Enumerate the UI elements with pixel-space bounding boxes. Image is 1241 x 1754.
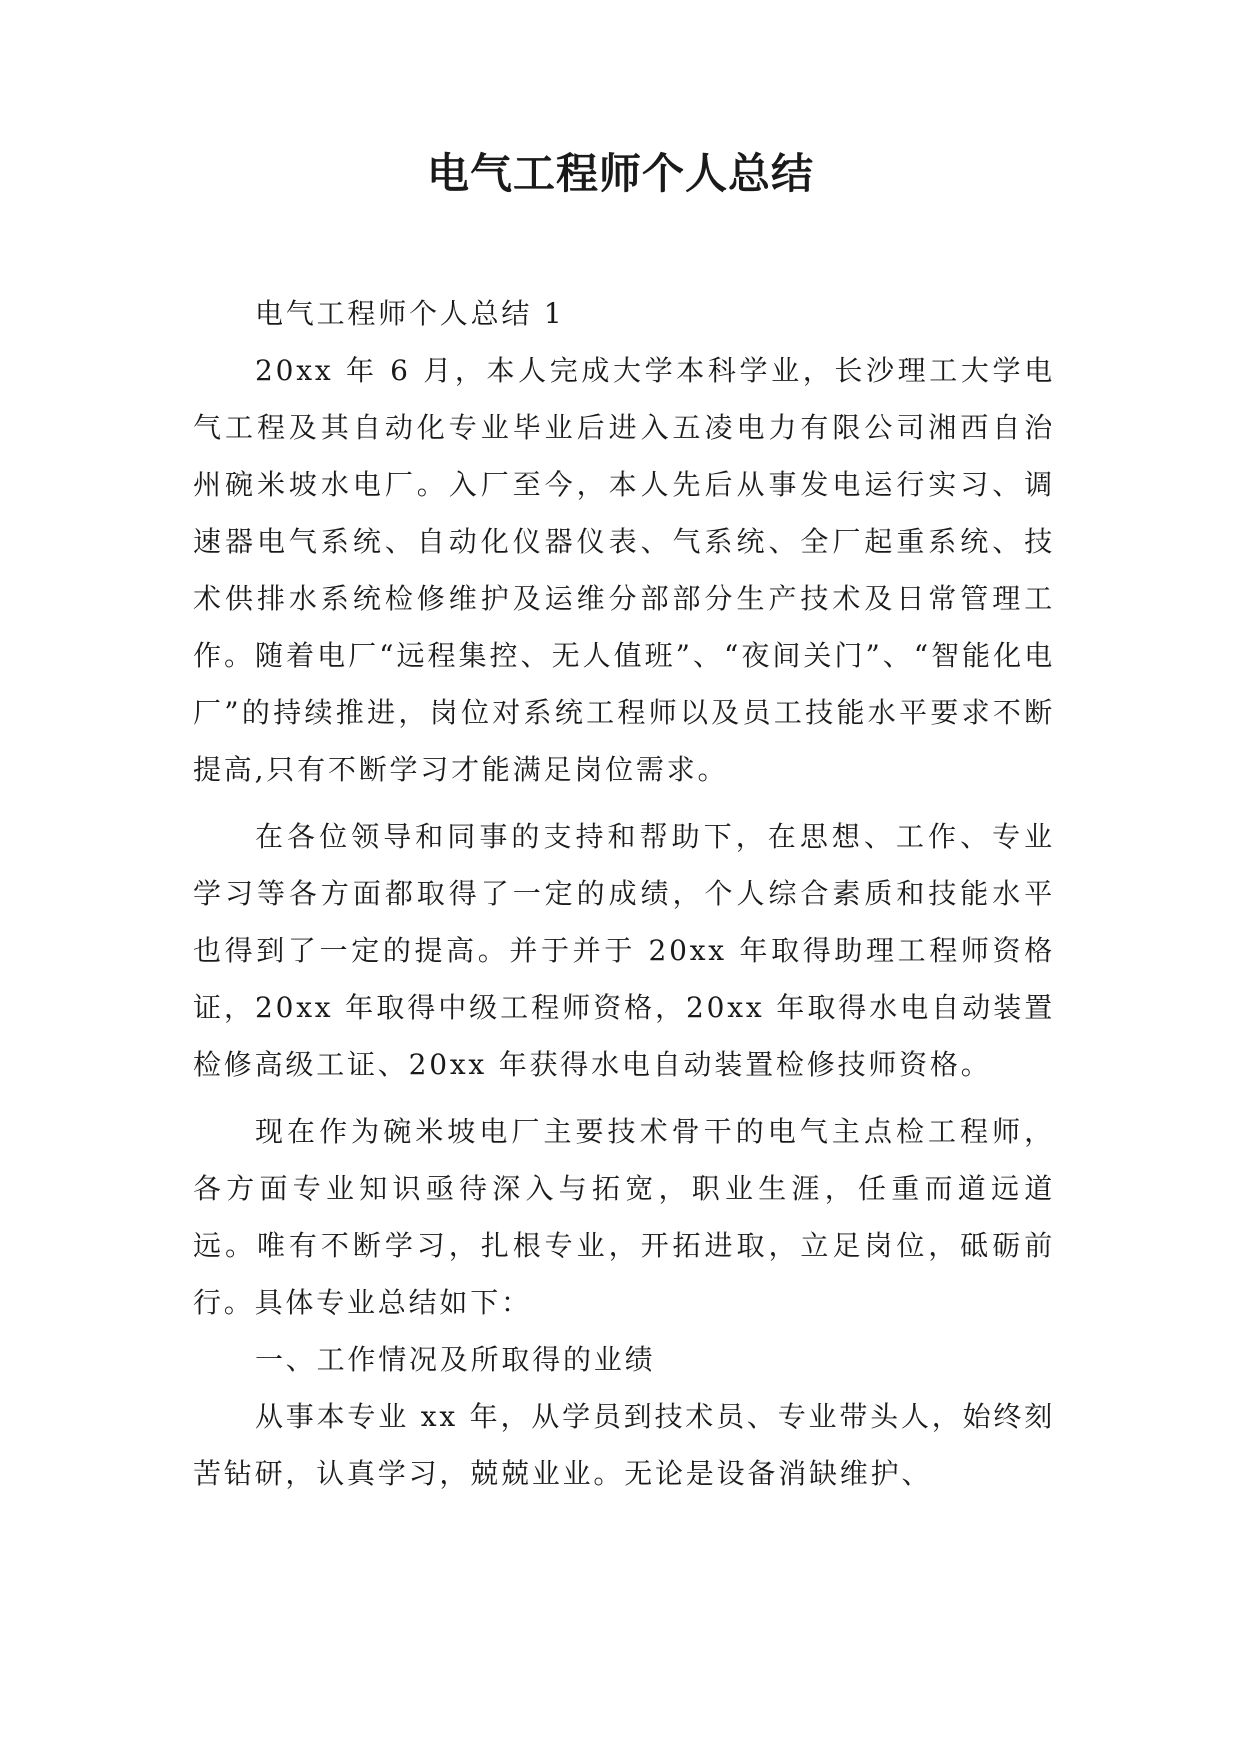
document-title: 电气工程师个人总结 xyxy=(426,149,814,198)
document-body xyxy=(193,285,1055,1502)
body-paragraph: 在各位领导和同事的支持和帮助下，在思想、工作、专业学习等各方面都取得了一定的成绩，个人综合素质和技能水平也得到了一定的提高。并于并于 20xx 年取得助理工程师资格证，20xx 年取得中级工程师资格，20xx 年取得水电自动装置检修高级工证、20xx 年获得水电自动装置检修技师资格。 xyxy=(193,820,1055,1081)
subsection-heading: 一、工作情况及所取得的业绩 xyxy=(255,1343,656,1376)
body-paragraph: 20xx 年 6 月，本人完成大学本科学业，长沙理工大学电气工程及其自动化专业毕业后进入五凌电力有限公司湘西自治州碗米坡水电厂。入厂至今，本人先后从事发电运行实习、调速器电气系统、自动化仪器仪表、气系统、全厂起重系统、技术供排水系统检修维护及运维分部部分生产技术及日常管理工作。随着电厂“远程集控、无人值班”、“夜间关门”、“智能化电厂”的持续推进，岗位对系统工程师以及员工技能水平要求不断提高,只有不断学习才能满足岗位需求。 xyxy=(193,354,1055,786)
body-paragraph: 现在作为碗米坡电厂主要技术骨干的电气主点检工程师，各方面专业知识亟待深入与拓宽，职业生涯，任重而道远道远。唯有不断学习，扎根专业，开拓进取，立足岗位，砥砺前行。具体专业总结如下： xyxy=(193,1115,1055,1319)
body-paragraph: 从事本专业 xx 年，从学员到技术员、专业带头人，始终刻苦钻研，认真学习，兢兢业业。无论是设备消缺维护、 xyxy=(193,1400,1055,1490)
section-heading: 电气工程师个人总结 1 xyxy=(255,297,565,330)
